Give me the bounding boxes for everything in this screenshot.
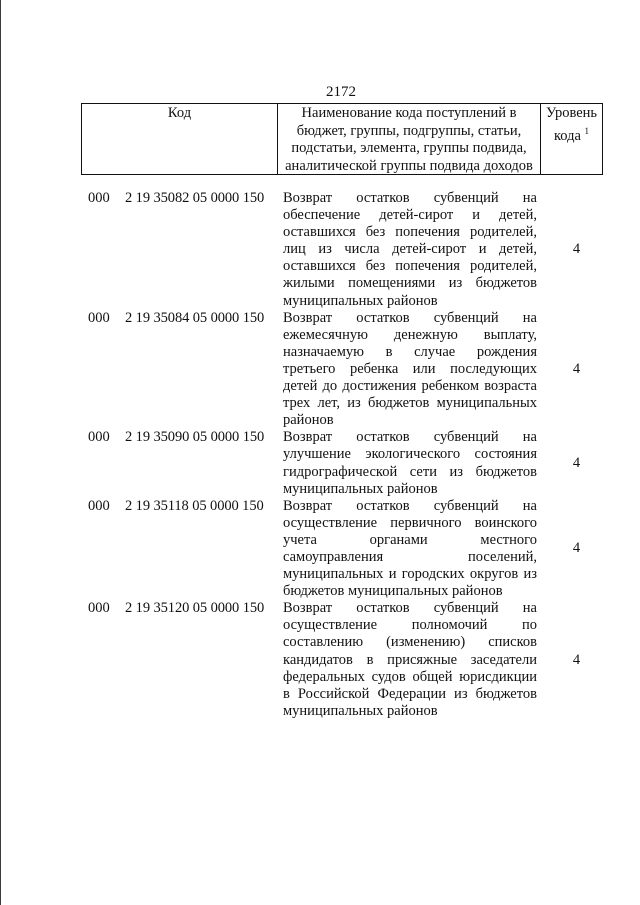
row-level: 4 — [572, 454, 581, 471]
page-edge — [0, 0, 1, 905]
row-description: Возврат остатков субвенций на ежемесячную денежную выплату, назначаемую в случае рождения третьего ребенка или последующих детей до достижения ребенком возраста трех лет, из бюджетов муниципальных районов — [283, 309, 537, 429]
row-level: 4 — [572, 241, 581, 258]
row-code: 2 19 35118 05 0000 150 — [125, 497, 264, 514]
table-row — [88, 310, 608, 430]
row-description: Возврат остатков субвенций на улучшение экологического состояния гидрографической сети из бюджетов муниципальных районов — [283, 429, 537, 497]
row-code: 2 19 35084 05 0000 150 — [125, 309, 265, 326]
table-row — [88, 429, 608, 497]
row-prefix: 000 — [88, 497, 110, 514]
row-prefix: 000 — [88, 429, 110, 446]
header-name — [278, 104, 541, 174]
table-row — [88, 498, 608, 601]
header-code: Код — [82, 104, 278, 174]
row-level: 4 — [572, 360, 581, 377]
header-name-line: подстатьи, элемента, группы подвида, — [291, 140, 527, 156]
row-description: Возврат остатков субвенций на обеспечение детей-сирот и детей, оставшихся без попечения родителей, лиц из числа детей-сирот и детей, оставшихся без попечения родителей, жилыми помещениями из бюджетов муниципальных районов — [283, 190, 537, 309]
row-level: 4 — [572, 651, 581, 668]
table-body — [88, 190, 608, 720]
header-level — [541, 104, 602, 174]
row-prefix: 000 — [88, 309, 110, 326]
header-level-line — [541, 123, 602, 146]
table-row — [88, 190, 608, 310]
row-level: 4 — [572, 540, 581, 557]
row-description: Возврат остатков субвенций на осуществление полномочий по составлению (изменению) списков кандидатов в присяжные заседатели федеральных судов общей юрисдикции в Российской Федерации из бюджетов муниципальных районов — [283, 600, 537, 719]
header-level-code: кода — [553, 127, 581, 144]
header-name-line: Наименование кода поступлений в — [301, 105, 517, 121]
row-prefix: 000 — [88, 190, 110, 206]
header-level-line: Уровень — [545, 105, 598, 121]
table-header — [81, 103, 603, 175]
footnote-marker: 1 — [584, 125, 590, 136]
page-number: 2172 — [326, 84, 356, 100]
header-name-line: аналитической группы подвида доходов — [285, 157, 533, 174]
row-code: 2 19 35082 05 0000 150 — [125, 190, 265, 206]
header-name-line: бюджет, группы, подгруппы, статьи, — [296, 122, 522, 139]
row-code: 2 19 35120 05 0000 150 — [125, 600, 265, 617]
row-description: Возврат остатков субвенций на осуществление первичного воинского учета органами местного самоуправления поселений, муниципальных и городских округов из бюджетов муниципальных районов — [283, 497, 537, 600]
table-row — [88, 600, 608, 720]
row-prefix: 000 — [88, 600, 110, 617]
row-code: 2 19 35090 05 0000 150 — [125, 429, 265, 446]
